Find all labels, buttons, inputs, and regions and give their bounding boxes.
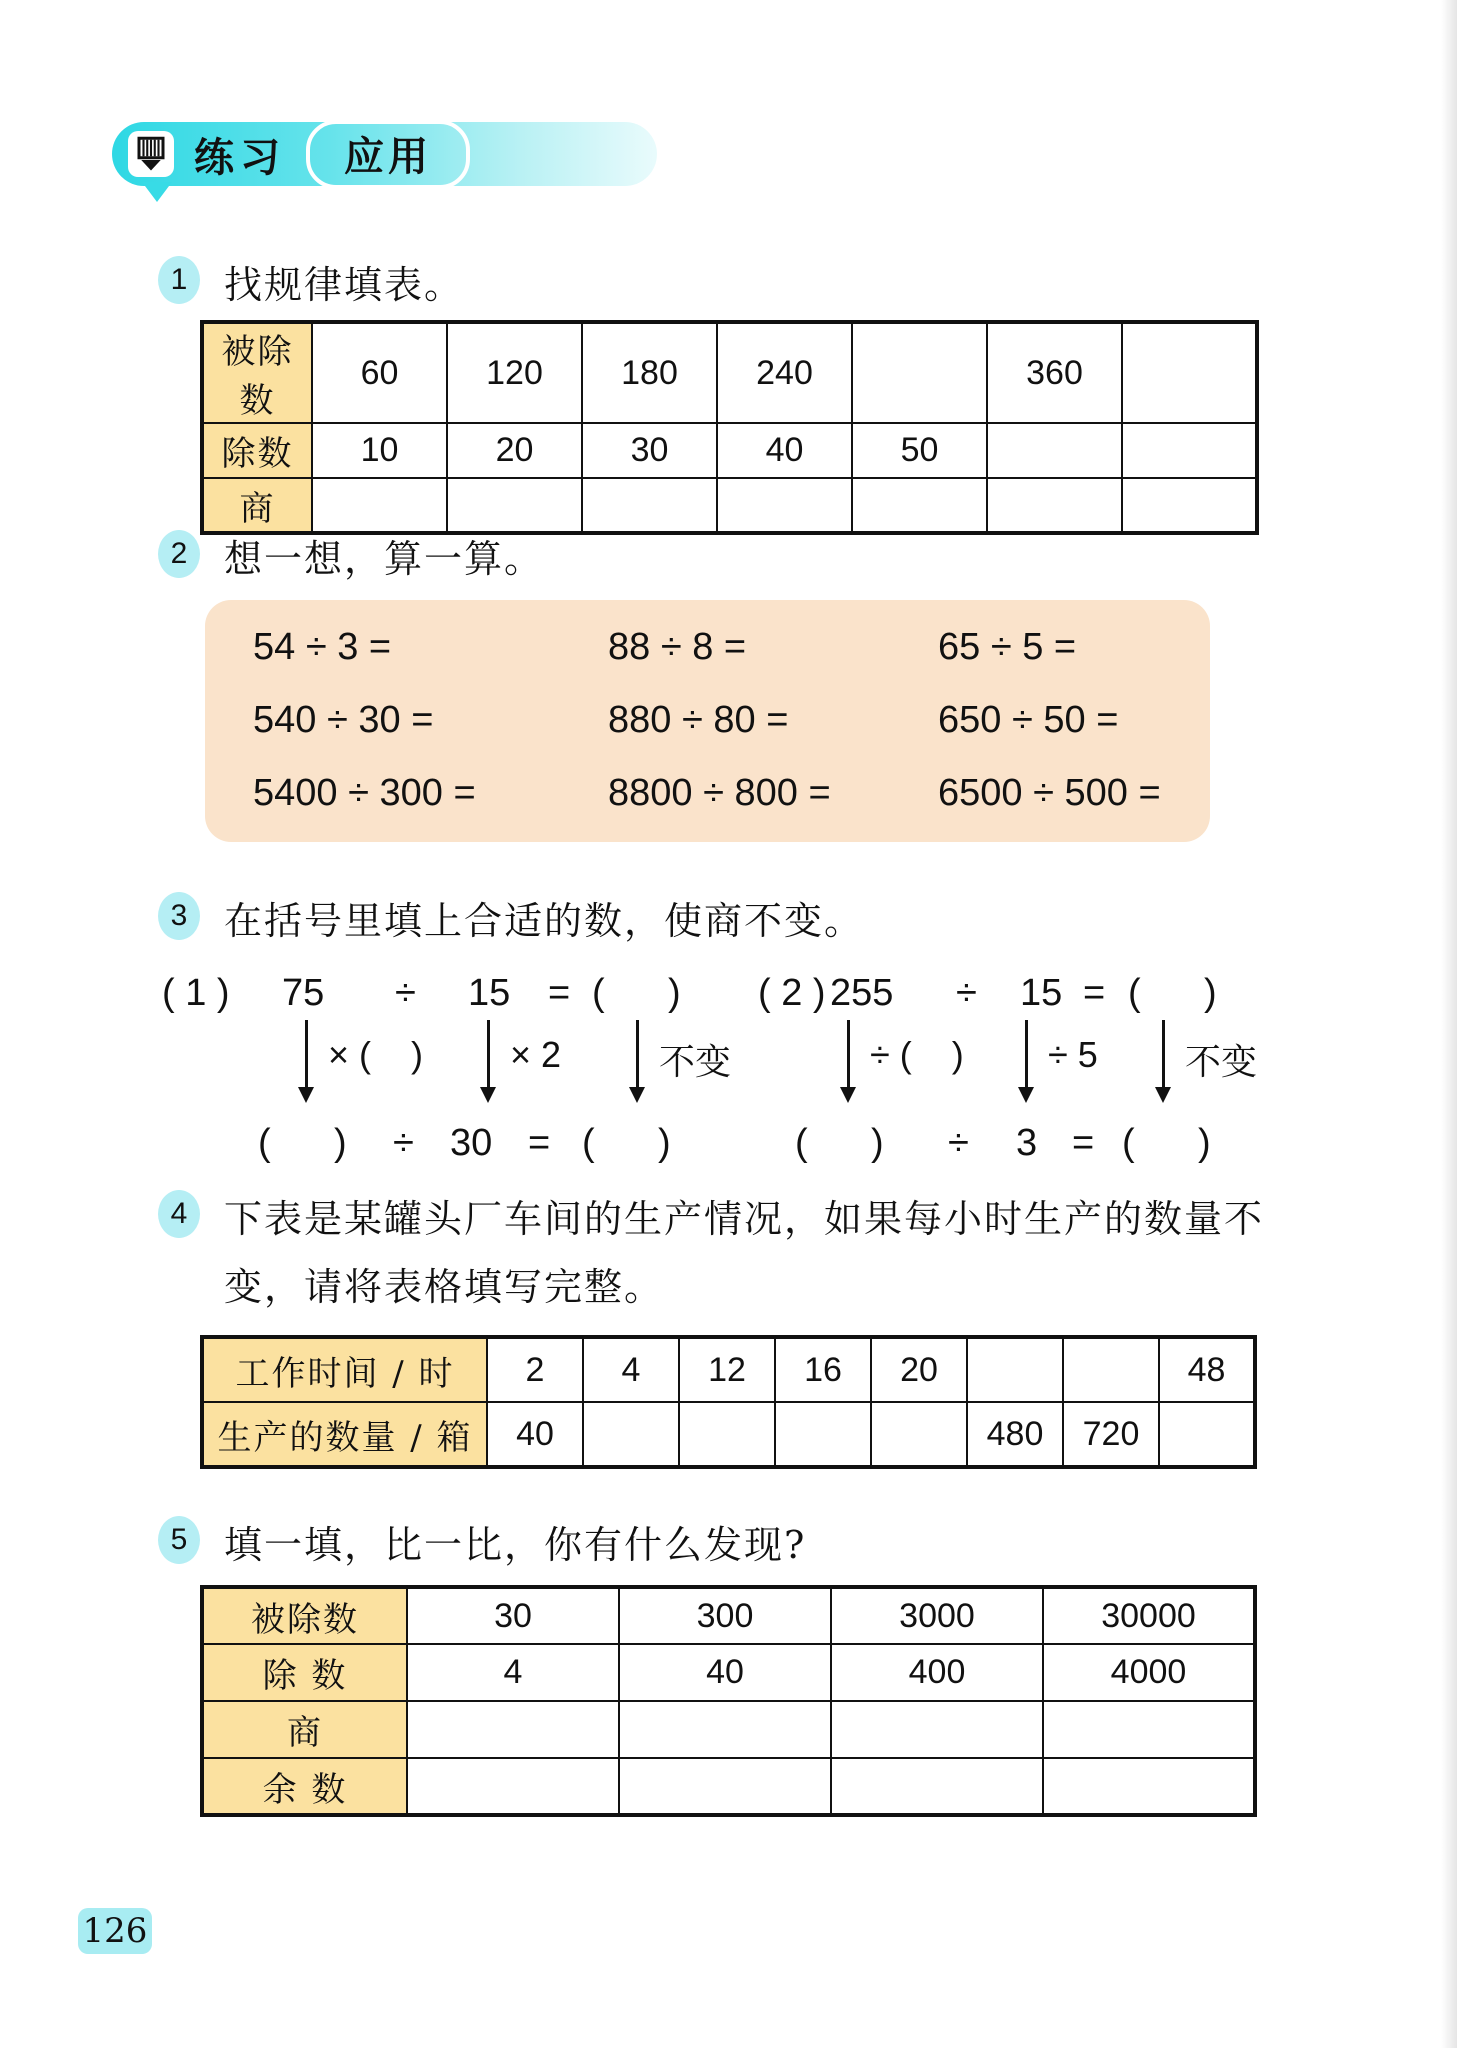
- table-cell: 40: [619, 1644, 831, 1701]
- expression: 540 ÷ 30 =: [253, 699, 434, 741]
- equation-part: 15: [468, 972, 511, 1014]
- expression: 88 ÷ 8 =: [608, 626, 747, 668]
- table-cell: 300: [619, 1587, 831, 1644]
- problem-3-number: 3: [170, 899, 188, 932]
- table-row: [202, 1402, 1255, 1467]
- table-cell: 30: [582, 423, 717, 478]
- table-cell: [831, 1758, 1043, 1815]
- table-cell: [717, 478, 852, 533]
- apply-label: 应用: [306, 120, 470, 189]
- problem-4-text-line-2: 变，请将表格填写完整。: [224, 1265, 665, 1309]
- problem-2-text: 想一想，算一算。: [224, 537, 545, 581]
- table-cell: [407, 1701, 619, 1758]
- row-header: 除数: [202, 423, 312, 478]
- table-cell: [582, 478, 717, 533]
- page-number-badge: [78, 1908, 152, 1954]
- table-row: [202, 1758, 1255, 1815]
- down-arrow-icon: [1162, 1020, 1165, 1088]
- problem-5-number: 5: [170, 1523, 188, 1556]
- table-cell: [312, 478, 447, 533]
- row-header: 除 数: [202, 1644, 407, 1701]
- equation-part: ÷: [393, 1122, 414, 1164]
- problem-1-text: 找规律填表。: [224, 263, 465, 307]
- expression: 5400 ÷ 300 =: [253, 772, 476, 814]
- table-cell: [679, 1402, 775, 1467]
- table-cell: [619, 1701, 831, 1758]
- arrow-label: 不变: [659, 1042, 732, 1083]
- arrow-label: × ( ): [328, 1034, 424, 1075]
- table-cell: 180: [582, 322, 717, 423]
- table-cell: [1122, 322, 1257, 423]
- table-cell: [1159, 1402, 1255, 1467]
- table-cell: 20: [871, 1337, 967, 1402]
- problem-2-number: 2: [170, 537, 188, 570]
- table-cell: 4: [407, 1644, 619, 1701]
- equation-part: =: [1083, 972, 1106, 1014]
- problem-5-badge: [158, 1516, 200, 1564]
- table-cell: 720: [1063, 1402, 1159, 1467]
- equation-part: ( ): [258, 1122, 347, 1164]
- row-header: 商: [202, 1701, 407, 1758]
- equation-part: 15: [1020, 972, 1063, 1014]
- table-cell: 4: [583, 1337, 679, 1402]
- section-header: [112, 122, 657, 186]
- table-cell: 50: [852, 423, 987, 478]
- table-cell: [1122, 478, 1257, 533]
- expression: 650 ÷ 50 =: [938, 699, 1119, 741]
- equation-part: 255: [830, 972, 894, 1014]
- table-cell: [583, 1402, 679, 1467]
- equation-part: 75: [282, 972, 325, 1014]
- brush-pencil-icon: [128, 131, 174, 177]
- equation-part: 30: [450, 1122, 493, 1164]
- table-cell: [447, 478, 582, 533]
- equation-part: ( ): [795, 1122, 884, 1164]
- table-cell: 3000: [831, 1587, 1043, 1644]
- expression: 6500 ÷ 500 =: [938, 772, 1161, 814]
- header-tail: [142, 182, 172, 202]
- production-table: [200, 1335, 1257, 1469]
- table-cell: [619, 1758, 831, 1815]
- problem-3-text: 在括号里填上合适的数，使商不变。: [224, 899, 865, 943]
- table-cell: [1063, 1337, 1159, 1402]
- table-cell: 480: [967, 1402, 1063, 1467]
- table-cell: 48: [1159, 1337, 1255, 1402]
- calculation-box: [205, 600, 1210, 842]
- equation-part: 3: [1016, 1122, 1038, 1164]
- expression: 8800 ÷ 800 =: [608, 772, 831, 814]
- equation-part: ÷: [956, 972, 977, 1014]
- arrow-label: ÷ 5: [1048, 1034, 1098, 1075]
- row-header: 余 数: [202, 1758, 407, 1815]
- table-row: [202, 423, 1257, 478]
- arrow-label: × 2: [510, 1034, 562, 1075]
- table-cell: 12: [679, 1337, 775, 1402]
- expression: 65 ÷ 5 =: [938, 626, 1077, 668]
- table-cell: 40: [487, 1402, 583, 1467]
- table-cell: 2: [487, 1337, 583, 1402]
- down-arrow-icon: [636, 1020, 639, 1088]
- table-cell: [1043, 1758, 1255, 1815]
- quotient-pattern-table: [200, 320, 1259, 535]
- table-cell: [987, 478, 1122, 533]
- equation-part: ( ): [1128, 972, 1217, 1014]
- row-header: 工作时间 / 时: [202, 1337, 487, 1402]
- equation-part: =: [548, 972, 571, 1014]
- table-cell: 60: [312, 322, 447, 423]
- table-cell: [987, 423, 1122, 478]
- down-arrow-icon: [305, 1020, 308, 1088]
- expression: 54 ÷ 3 =: [253, 626, 392, 668]
- table-cell: [407, 1758, 619, 1815]
- practice-label: 练习: [194, 133, 286, 181]
- equation-part: ( ): [582, 1122, 671, 1164]
- compare-division-table: [200, 1585, 1257, 1817]
- table-cell: 240: [717, 322, 852, 423]
- table-row: [202, 478, 1257, 533]
- table-cell: 400: [831, 1644, 1043, 1701]
- table-cell: 20: [447, 423, 582, 478]
- row-header: 商: [202, 478, 312, 533]
- down-arrow-icon: [1025, 1020, 1028, 1088]
- problem-4-number: 4: [170, 1197, 188, 1230]
- table-cell: [1043, 1701, 1255, 1758]
- arrow-label: 不变: [1185, 1042, 1258, 1083]
- table-cell: 30000: [1043, 1587, 1255, 1644]
- arrow-label: ÷ ( ): [870, 1034, 964, 1075]
- down-arrow-icon: [487, 1020, 490, 1088]
- table-cell: [852, 322, 987, 423]
- equation-part: ( 2 ): [758, 972, 826, 1014]
- table-row: [202, 322, 1257, 423]
- table-cell: [852, 478, 987, 533]
- table-cell: [967, 1337, 1063, 1402]
- table-cell: [775, 1402, 871, 1467]
- row-header: 被除数: [202, 1587, 407, 1644]
- problem-2-badge: [158, 530, 200, 578]
- table-cell: 120: [447, 322, 582, 423]
- equation-part: =: [528, 1122, 551, 1164]
- page-number: 126: [82, 1911, 148, 1951]
- expression: 880 ÷ 80 =: [608, 699, 789, 741]
- table-row: [202, 1587, 1255, 1644]
- page-edge-shadow: [1441, 0, 1457, 2048]
- table-cell: 360: [987, 322, 1122, 423]
- row-header: 生产的数量 / 箱: [202, 1402, 487, 1467]
- down-arrow-icon: [847, 1020, 850, 1088]
- table-cell: [1122, 423, 1257, 478]
- equation-part: ( 1 ): [162, 972, 230, 1014]
- table-cell: 16: [775, 1337, 871, 1402]
- equation-part: =: [1072, 1122, 1095, 1164]
- problem-4-text-line-1: 下表是某罐头厂车间的生产情况，如果每小时生产的数量不: [224, 1197, 1265, 1241]
- problem-1-badge: [158, 256, 200, 304]
- problem-1-number: 1: [170, 263, 188, 296]
- problem-3-badge: [158, 892, 200, 940]
- table-cell: [831, 1701, 1043, 1758]
- table-cell: [871, 1402, 967, 1467]
- table-cell: 4000: [1043, 1644, 1255, 1701]
- equation-part: ÷: [948, 1122, 969, 1164]
- table-cell: 40: [717, 423, 852, 478]
- table-row: [202, 1644, 1255, 1701]
- equation-part: ( ): [592, 972, 681, 1014]
- problem-5-text: 填一填，比一比，你有什么发现?: [224, 1523, 807, 1567]
- table-cell: 30: [407, 1587, 619, 1644]
- table-cell: 10: [312, 423, 447, 478]
- problem-4-badge: [158, 1190, 200, 1238]
- table-row: [202, 1701, 1255, 1758]
- row-header: 被除数: [202, 322, 312, 423]
- equation-part: ÷: [395, 972, 416, 1014]
- equation-part: ( ): [1122, 1122, 1211, 1164]
- table-row: [202, 1337, 1255, 1402]
- quotient-invariance-diagram: [150, 972, 1320, 1184]
